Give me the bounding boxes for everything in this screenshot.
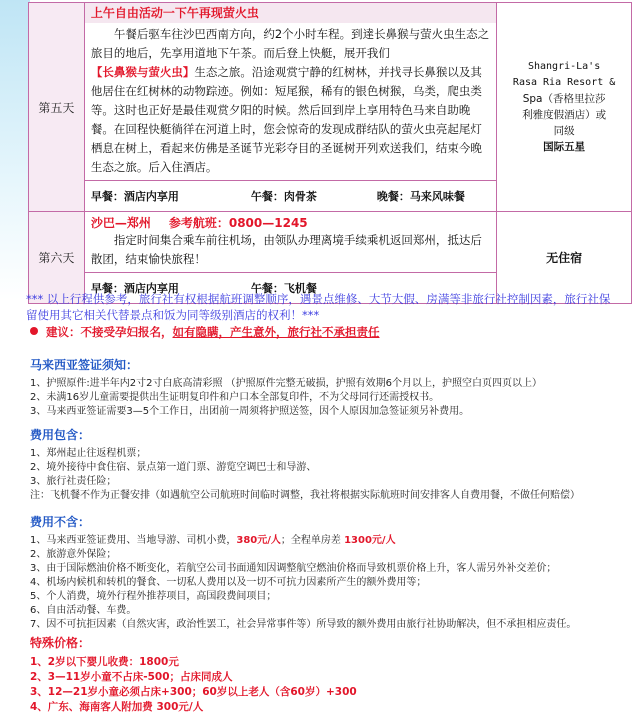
day5-hotel (497, 3, 632, 212)
day6-title-line (91, 214, 490, 231)
day5-content (84, 3, 496, 181)
hotel-name-line: 利雅度假酒店）或 (522, 109, 607, 121)
excluded-item (30, 534, 620, 548)
excluded-heading: 费用不含： (30, 515, 91, 529)
day5-breakfast: 早餐：酒店内享用 (90, 190, 179, 203)
included-item: 3、旅行社责任险； (30, 476, 117, 487)
hotel-name-line: 同级 (553, 125, 575, 137)
day6-flight: 参考航班：0800—1245 (168, 216, 308, 230)
excluded-item: 3、由于国际燃油价格不断变化，若航空公司书面通知因调整航空燃油价格而导致机票价格上升，客人需另外补交差价； (30, 563, 557, 574)
background-sky (0, 0, 30, 300)
special-price-item: 1、2岁以下婴儿收费：1800元 (30, 656, 179, 668)
hotel-name-line: Rasa Ria Resort & (512, 77, 616, 88)
itinerary-notice: *** 以上行程供参考，旅行社有权根据航班调整顺序，遇景点维修、大节大假、房满等非旅行社控制因素，旅行社保留使用其它相关代替景点和饭为同等级别酒店的权利！*** (26, 292, 611, 322)
day6-lunch: 午餐：飞机餐 (250, 282, 317, 295)
day6-no-hotel: 无住宿 (546, 250, 583, 265)
excluded-item1-text: 1、马来西亚签证费用、当地导游、司机小费， (30, 535, 237, 546)
day5-dinner: 晚餐：马来风味餐 (376, 190, 465, 203)
day5-meals (84, 181, 496, 212)
special-price-item: 2、3—11岁小童不占床-500；占床同成人 (30, 671, 233, 683)
bullet-icon (30, 327, 38, 335)
day5-row (29, 3, 632, 181)
visa-item: 1、护照原件:进半年内2寸2寸白底高清彩照 （护照原件完整无破损，护照有效期6个月以上，护照空白页四页以上） (30, 378, 542, 389)
day6-label: 第六天 (29, 212, 85, 304)
suggestion-underlined: 如有隐瞒，产生意外，旅行社不承担责任 (172, 325, 380, 339)
suggestion-text: 建议：不接受孕妇报名， (46, 325, 173, 339)
visa-section (30, 356, 620, 419)
day6-content (84, 212, 496, 273)
special-price-item: 4、广东、海南客人附加费 300元/人 (30, 701, 204, 713)
day6-title: 沙巴—郑州 (90, 216, 151, 230)
visa-item: 2、未满16岁儿童需要提供出生证明复印件和户口本全部复印件，不为父母同行还需授权书。 (30, 392, 440, 403)
day6-hotel (497, 212, 632, 304)
single-room-price: 1300元/人 (344, 535, 396, 546)
excluded-item: 5、个人消费，境外行程外推荐项目，高国段费间项目； (30, 591, 277, 602)
excluded-item: 2、旅游意外保险； (30, 549, 117, 560)
included-item: 2、境外接待中食住宿、景点第一道门票、游览空调巴士和导游、 (30, 462, 317, 473)
hotel-name-line: Spa（香格里拉莎 (522, 93, 606, 105)
included-item: 注：飞机餐不作为正餐安排（如遇航空公司航班时间临时调整，我社将根据实际航班时间安排客人自费用餐，不做任何赔偿） (30, 490, 580, 501)
itinerary-table (28, 2, 632, 304)
suggestion (30, 324, 590, 340)
day6-breakfast: 早餐：酒店内享用 (90, 282, 179, 295)
included-section (30, 426, 620, 503)
day5-lunch: 午餐：肉骨茶 (250, 190, 317, 203)
visa-heading: 马来西亚签证须知： (30, 358, 139, 372)
tip-price: 380元/人 (236, 535, 281, 546)
included-item: 1、郑州起止往返程机票； (30, 448, 147, 459)
day5-desc-post: 生态之旅。沿途观赏宁静的红树林，并找寻长鼻猴以及其他居住在红树林的动物踪迹。例如：短尾猴，稀有的银色树猴，乌类，爬虫类等。这时也正好是最佳观赏夕阳的时候。然后回到岸上享用特色马来自助晚餐。在回程快艇徜徉在河道上时，您会惊奇的发现成群结队的萤火虫亮起尾灯栖息在树上，看起来仿佛是圣诞节光彩夺目的圣诞树开列欢送我们，结束今晚生态之旅。后入住酒店。 (90, 65, 482, 174)
hotel-star: 国际五星 (543, 141, 586, 153)
day6-row (29, 212, 632, 273)
hotel-name-line: Shangri-La's (527, 61, 601, 72)
excluded-item1-mid: ；全程单房差 (280, 535, 345, 546)
day6-description: 指定时间集合乘车前往机场，由领队办理离境手续乘机返回郑州，抵达后散团，结束愉快旅程！ (90, 233, 482, 266)
day5-desc-pre: 午餐后驱车往沙巴西南方向，约2个小时车程。到達长鼻猴与萤火虫生态之旅目的地后，先享用道地下午茶。而后登上快艇，展开我们 (90, 27, 490, 60)
excluded-item: 6、自由活动餐、车费。 (30, 605, 137, 616)
included-heading: 费用包含： (30, 428, 91, 442)
day5-label: 第五天 (29, 3, 85, 212)
day5-desc-highlight: 【长鼻猴与萤火虫】 (90, 65, 195, 79)
special-price-item: 3、12—21岁小童必须占床+300；60岁以上老人（含60岁）+300 (30, 686, 357, 698)
excluded-section (30, 513, 620, 632)
excluded-item: 7、因不可抗拒因素（自然灾害，政治性罢工，社会异常事件等）所导致的额外费用由旅行社协助解决，但不承担相应责任。 (30, 619, 577, 630)
special-price-section (30, 634, 620, 715)
excluded-item: 4、机场内候机和转机的餐食、一切私人费用以及一切不可抗力因素所产生的额外费用等； (30, 577, 427, 588)
day5-description (91, 25, 490, 177)
visa-item: 3、马来西亚签证需要3—5个工作日，出团前一周须将护照送签，因个人原因加急签证须另补费用。 (30, 406, 470, 417)
special-price-heading: 特殊价格： (30, 636, 91, 650)
day5-title: 上午自由活动一下午再现萤火虫 (85, 3, 496, 23)
